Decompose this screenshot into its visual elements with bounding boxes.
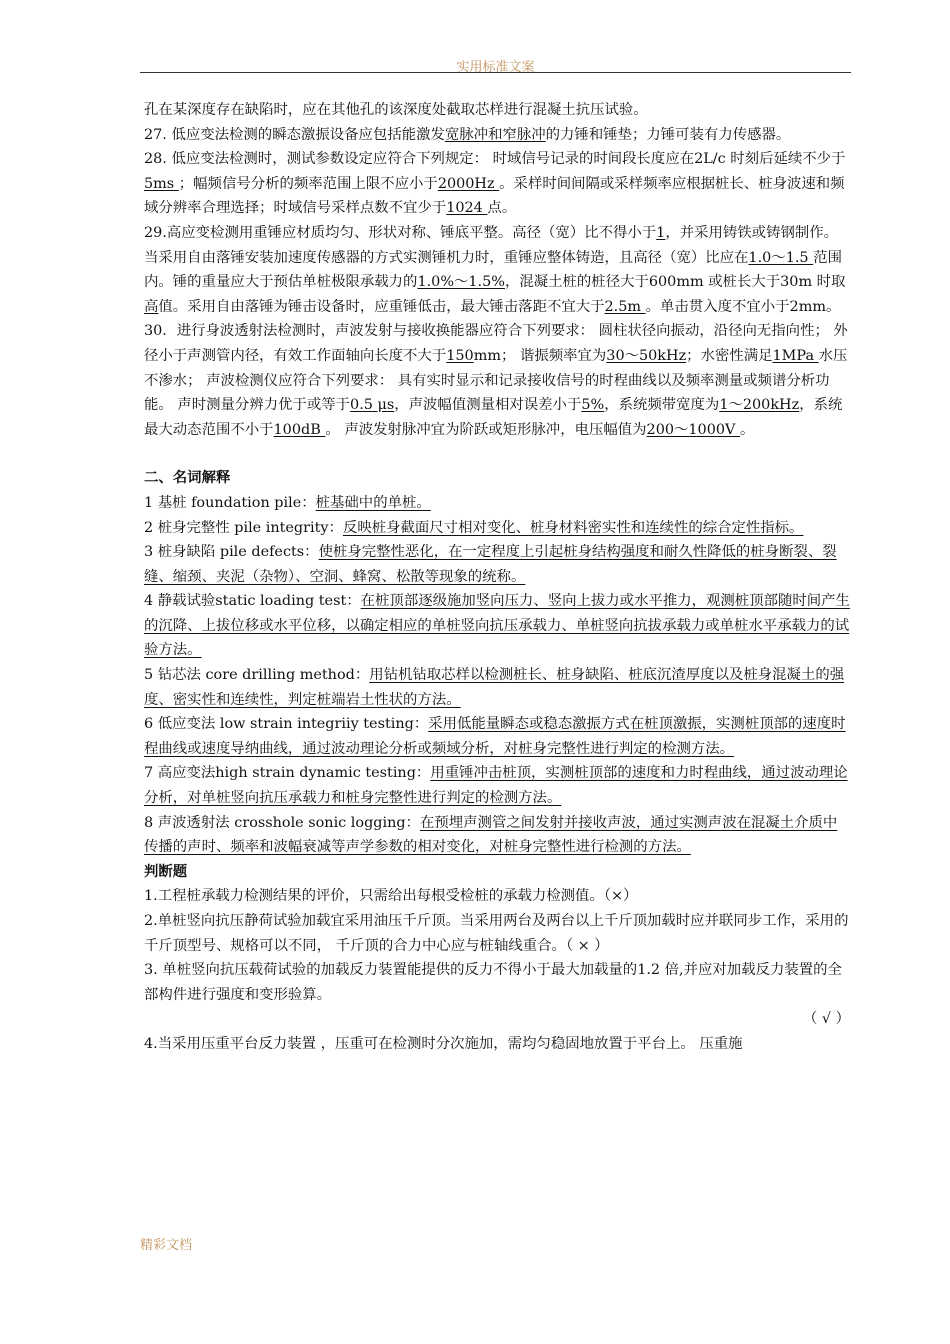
q29-text-e: 值。采用自由落锤为锤击设备时，应重锤低击，最大锤击落距不宜大于 <box>158 298 605 315</box>
q29-answer-2: 1.0～1.5 <box>748 249 814 266</box>
q29-text-f: 。单击贯入度不宜小于2mm。 <box>645 298 841 315</box>
term-item <box>144 491 850 516</box>
q28-text-a: 28. 低应变法检测时，测试参数设定应符合下列规定： 时域信号记录的时间段长度应在2L/c 时刻后延续不少于 <box>144 151 846 168</box>
term-label: 7 高应变法high strain dynamic testing： <box>144 765 431 782</box>
judge-item: 2.单桩竖向抗压静荷试验加载宜采用油压千斤顶。当采用两台及两台以上千斤顶加载时应并联同步工作，采用的千斤顶型号、规格可以不同， 千斤顶的合力中心应与桩轴线重合。（ × ） <box>144 913 849 954</box>
header-rule <box>140 72 851 73</box>
section-gap <box>144 442 850 466</box>
term-definition: 反映桩身截面尺寸相对变化、桩身材料密实性和连续性的综合定性指标。 <box>342 519 804 536</box>
term-item <box>144 663 850 712</box>
q30-text-a: 30．进行身波透射法检测时，声波发射与接收换能器应符合下列要求： 圆柱状径向振动，沿径向无指向性； 外径小于声测管内径，有效工作面轴向长度不大于 <box>144 323 848 364</box>
term-label: 2 桩身完整性 pile integrity： <box>144 519 343 536</box>
q28-text-d: 点。 <box>487 200 517 217</box>
q30-answer-2: 30～50kHz <box>606 347 687 364</box>
q29-answer-4: 高 <box>144 298 159 315</box>
term-item <box>144 516 850 541</box>
judge-item: 4.当采用压重平台反力装置 ，压重可在检测时分次施加，需均匀稳固地放置于平台上。 压重施 <box>144 1035 743 1052</box>
q30-answer-1: 150 <box>446 347 474 364</box>
q30-text-i: 。 <box>740 421 755 438</box>
q29-text-d: ，混凝土桩的桩径大于600mm 或桩长大于30m 时取 <box>504 274 846 291</box>
term-definition: 采用低能量瞬态或稳态激振方式在桩顶激振，实测桩顶部的速度时程曲线或速度导纳曲线，通过波动理论分析或频域分析，对桩身完整性进行判定的检测方法。 <box>144 716 846 757</box>
term-definition: 用重锤冲击桩顶，实测桩顶部的速度和力时程曲线，通过波动理论分析，对单桩竖向抗压承载力和桩身完整性进行判定的检测方法。 <box>144 765 848 807</box>
q30-text-d: 水压不渗水； 声波检测仪应符合下列要求： 具有实时显示和记录接收信号的时程曲线以及频率测量或频谱分析功能。 声时测量分辨力优于或等于 <box>144 347 848 414</box>
judge-item <box>144 958 850 1032</box>
q28-answer-3: 1024 <box>446 200 488 217</box>
q27-text-b: 的力锤和锤垫；力锤可装有力传感器。 <box>545 126 791 143</box>
q30-answer-3: 1MPa <box>772 347 819 364</box>
term-definition: 使桩身完整性恶化，在一定程度上引起桩身结构强度和耐久性降低的桩身断裂、裂缝、缩颈、夹泥（杂物）、空洞、蜂窝、松散等现象的统称。 <box>144 544 837 585</box>
term-definition: 桩基础中的单桩。 <box>315 494 431 511</box>
term-label: 4 静载试验static loading test： <box>144 593 361 610</box>
page-header-title: 实用标准文案 <box>456 60 535 75</box>
term-item <box>144 811 850 860</box>
q28-text-b: ；幅频信号分析的频率范围上限不应小于 <box>178 175 438 192</box>
q29-text-c: 范围内。锤的重量应大于预估单桩极限承载力的 <box>144 249 842 291</box>
q30-text-f: ，系统频带宽度为 <box>604 397 720 414</box>
question-28 <box>144 147 850 221</box>
term-item <box>144 712 850 761</box>
q30-text-c: ；水密性满足 <box>686 347 773 364</box>
judge-heading: 判断题 <box>144 862 188 880</box>
q30-answer-7: 100dB <box>273 421 326 438</box>
q30-answer-4: 0.5 μs <box>350 397 395 414</box>
page-footer: 精彩文档 <box>140 1238 193 1253</box>
q29-answer-3: 1.0%～1.5% <box>417 274 505 291</box>
question-27 <box>144 123 850 148</box>
q28-answer-1: 5ms <box>144 175 179 192</box>
judge-mark: （ √ ） <box>802 1011 850 1028</box>
term-definition: 在预埋声测管之间发射并接收声波，通过实测声波在混凝土介质中传播的声时、频率和波幅衰减等声学参数的相对变化，对桩身完整性进行检测的方法。 <box>144 814 838 856</box>
q30-answer-5: 5% <box>581 397 605 414</box>
q27-answer-1: 宽脉冲和窄脉冲 <box>444 126 546 143</box>
q29-answer-5: 2.5m <box>604 298 646 315</box>
term-item <box>144 540 850 589</box>
q30-answer-6: 1～200kHz <box>719 397 800 414</box>
q27-text-a: 27. 低应变法检测的瞬态激振设备应包括能激发 <box>144 126 445 143</box>
terms-heading: 二、名词解释 <box>144 469 231 487</box>
q29-text-b: ，并采用铸铁或铸钢制作。当采用自由落锤安装加速度传感器的方式实测锤机力时，重锤应整体铸造，且高径（宽）比应在 <box>144 224 839 266</box>
q30-answer-8: 200～1000V <box>646 421 740 438</box>
term-label: 1 基桩 foundation pile： <box>144 494 316 511</box>
q28-answer-2: 2000Hz <box>437 175 500 192</box>
q28-text-c: 。采样时间间隔或采样频率应根据桩长、桩身波速和频域分辨率合理选择；时域信号采样点数不宜少于 <box>144 175 845 217</box>
term-label: 3 桩身缺陷 pile defects： <box>144 544 319 561</box>
q30-text-h: 。 声波发射脉冲宜为阶跃或矩形脉冲，电压幅值为 <box>325 421 647 438</box>
term-definition: 在桩顶部逐级施加竖向压力、竖向上拔力或水平推力，观测桩顶部随时间产生的沉降、上拔位移或水平位移，以确定相应的单桩竖向抗压承载力、单桩竖向抗拔承载力或单桩水平承载力的试验方法。 <box>144 593 850 659</box>
term-definition: 用钻机钻取芯样以检测桩长、桩身缺陷、桩底沉渣厚度以及桩身混凝土的强度、密实性和连续性，判定桩端岩土性状的方法。 <box>144 667 845 708</box>
term-label: 5 钻芯法 core drilling method： <box>144 667 370 684</box>
q26-tail: 孔在某深度存在缺陷时，应在其他孔的该深度处截取芯样进行混凝土抗压试验。 <box>144 102 648 118</box>
question-30 <box>144 319 850 442</box>
q29-answer-1: 1 <box>656 224 666 241</box>
term-item <box>144 589 850 663</box>
term-label: 8 声波透射法 crosshole sonic logging： <box>144 814 420 831</box>
document-body <box>144 98 850 1057</box>
term-label: 6 低应变法 low strain integriiy testing： <box>144 716 429 733</box>
q30-text-e: ，声波幅值测量相对误差小于 <box>394 397 582 414</box>
judge-text: 3. 单桩竖向抗压载荷试验的加载反力装置能提供的反力不得小于最大加载量的1.2 倍,并应对加载反力装置的全部构件进行强度和变形验算。 <box>144 962 842 1003</box>
q30-text-g: ，系统最大动态范围不小于 <box>144 397 843 438</box>
term-item <box>144 761 850 810</box>
q29-text-a: 29.高应变检测用重锤应材质均匀、形状对称、锤底平整。高径（宽）比不得小于 <box>144 224 657 241</box>
question-29 <box>144 221 850 319</box>
q30-text-b: mm； 谐振频率宜为 <box>473 347 607 364</box>
judge-item: 1.工程桩承载力检测结果的评价，只需给出每根受检桩的承载力检测值。（×） <box>144 888 638 905</box>
